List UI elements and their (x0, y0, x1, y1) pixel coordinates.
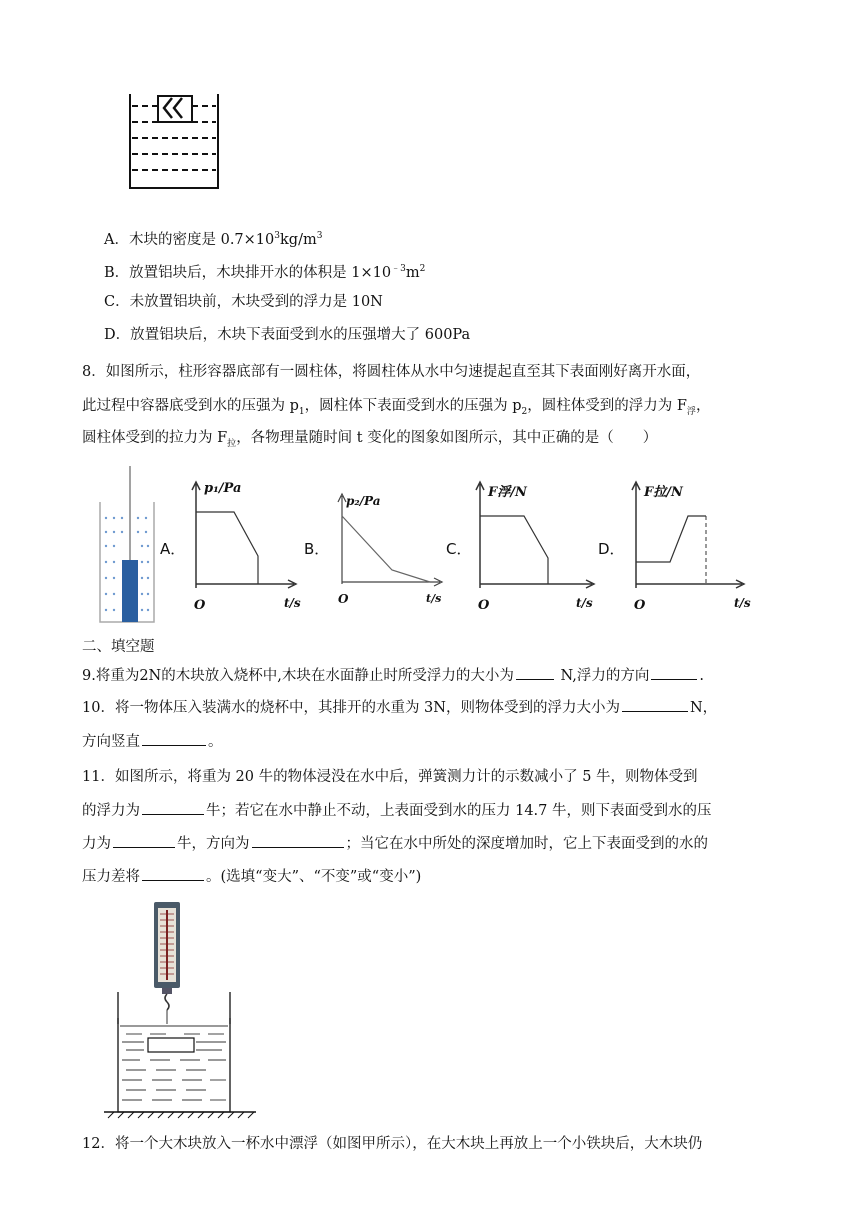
option-a: A．木块的密度是 $0.7\times 10^3kg/m^3$ (104, 231, 323, 248)
q9: 9.将重为2N的木块放入烧杯中,木块在水面静止时所受浮力的大小为 N,浮力的方向 . (82, 665, 704, 686)
spring-balance-figure (100, 900, 264, 1024)
q11-line1: 11．如图所示，将重为 20 牛的物体浸没在水中后，弹簧测力计的示数减小了 5 牛，则物体受到 (82, 769, 698, 785)
option-c: C．未放置铝块前，木块受到的浮力是 10N (104, 294, 383, 310)
graph-b-origin: O (338, 592, 349, 606)
q10-blank2[interactable] (142, 731, 206, 746)
q11-blank2[interactable] (113, 833, 175, 848)
graph-d-origin: O (634, 598, 646, 613)
q10-blank1[interactable] (622, 697, 688, 712)
q11-line4: 压力差将 。(选填“变大”、“不变”或“变小”) (82, 866, 421, 887)
graph-d-label: D． (598, 540, 625, 558)
q8-line3: 圆柱体受到的拉力为 $F_拉$，各物理量随时间 t 变化的图象如图所示，其中正确的是（ ） (82, 430, 658, 449)
q7-container-figure (126, 92, 222, 190)
q8-line1: 8．如图所示，柱形容器底部有一圆柱体，将圆柱体从水中匀速提起直至其下表面刚好离开水面， (82, 364, 701, 380)
q11-blank4[interactable] (142, 866, 204, 881)
q10-line1: 10．将一物体压入装满水的烧杯中，其排开的水重为 3N，则物体受到的浮力大小为 N， (82, 697, 717, 718)
q10-line2: 方向竖直 。 (82, 731, 223, 752)
q9-blank1[interactable] (516, 665, 554, 680)
q11-line3: 力为 牛，方向为 ；当它在水中所处的深度增加时，它上下表面受到的水的 (82, 833, 708, 854)
graph-c-origin: O (478, 598, 490, 613)
graph-d-ylabel: F拉/N (644, 485, 683, 500)
graph-c-xlabel: t/s (576, 596, 593, 610)
option-b: B．放置铝块后，木块排开水的体积是 $1\times 10^{﹣3}m^2$ (104, 264, 426, 281)
q9-blank2[interactable] (651, 665, 697, 680)
q8-beaker-figure (96, 466, 158, 626)
q8-line2: 此过程中容器底受到水的压强为 $p_1$，圆柱体下表面受到水的压强为 $p_2$，圆柱体受到的浮力为 $F_浮$， (82, 398, 711, 417)
water-tank-figure (100, 1018, 264, 1124)
section-title: 二、填空题 (82, 639, 155, 655)
graph-a-label: A． (160, 540, 186, 558)
graph-b-label: B． (304, 540, 330, 558)
q11-blank1[interactable] (142, 800, 204, 815)
graph-a-xlabel: t/s (284, 596, 301, 610)
graph-d-xlabel: t/s (734, 596, 751, 610)
q12-line1: 12．将一个大木块放入一杯水中漂浮（如图甲所示），在大木块上再放上一个小铁块后，大木块仍 (82, 1136, 703, 1152)
graph-a-origin: O (194, 598, 206, 613)
graph-c-ylabel: F浮/N (488, 485, 527, 500)
graph-b-xlabel: t/s (426, 592, 442, 605)
option-d: D．放置铝块后，木块下表面受到水的压强增大了 600Pa (104, 327, 471, 343)
graph-a (186, 476, 302, 616)
graph-b-ylabel: p₂/Pa (346, 494, 381, 508)
graph-a-ylabel: p₁/Pa (204, 481, 242, 496)
q11-line2: 的浮力为 牛；若它在水中静止不动，上表面受到水的压力 14.7 牛，则下表面受到水的压 (82, 800, 712, 821)
q11-blank3[interactable] (252, 833, 344, 848)
graph-c-label: C． (446, 540, 472, 558)
